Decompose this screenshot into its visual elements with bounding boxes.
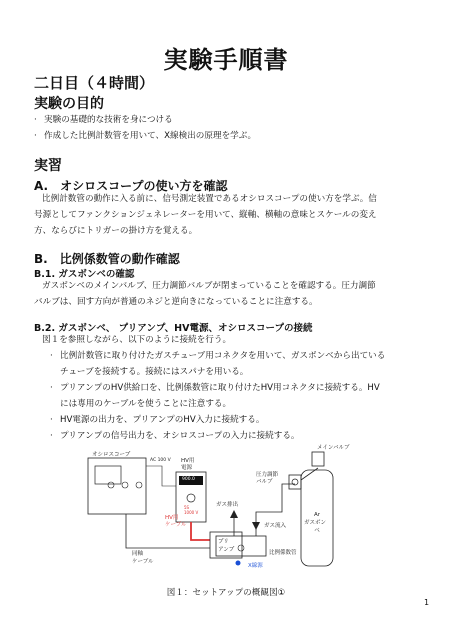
page-number: 1 xyxy=(424,598,430,607)
section-a-line: 比例計数管の動作に入る前に、信号測定装置であるオシロスコープの使い方を学ぶ。信 xyxy=(42,194,377,204)
counter-label: 比例係数管 xyxy=(269,550,297,556)
gas-out-arrow xyxy=(230,510,238,518)
pressure-valve-label: 圧力調節 バルブ xyxy=(256,472,279,485)
gas-in-arrow xyxy=(252,522,260,530)
section-b1-line: ガスボンベのメインバルブ、圧力調節バルブが閉まっていることを確認する。圧力調節 xyxy=(42,281,376,291)
cylinder-label: Ar ガスボンベ xyxy=(303,512,326,534)
oscilloscope-box xyxy=(88,458,146,514)
section-a-heading: A. オシロスコープの使い方を確認 xyxy=(34,179,228,193)
counter-window xyxy=(238,545,244,551)
section-a-line: 方、ならびにトリガーの掛け方を覚える。 xyxy=(34,226,198,236)
figure-caption: 図１：セットアップの概観図① xyxy=(166,588,286,598)
section-b2-bullet: · 比例計数管に取り付けたガスチューブ用コネクタを用いて、ガスボンベから出ている xyxy=(50,351,386,361)
section-a-line: 号源としてファンクションジェネレーターを用いて、縦軸、横軸の意味とスケールの変え xyxy=(34,210,377,220)
practice-heading: 実習 xyxy=(34,158,62,174)
gas-in-label: ガス流入 xyxy=(264,523,287,529)
purpose-bullet: · 実験の基礎的な技術を身につける xyxy=(34,115,173,125)
hv-knob xyxy=(187,494,195,502)
gas-out-label: ガス排出 xyxy=(216,502,239,508)
pressure-valve xyxy=(289,475,301,489)
section-b1-heading: B.1. ガスボンベの確認 xyxy=(34,269,135,280)
main-valve-label: メインバルブ xyxy=(317,445,350,451)
oscilloscope-screen xyxy=(95,466,121,484)
hv-display-text: 900.0 xyxy=(182,477,195,482)
section-b1-line: バルブは、回す方向が普通のネジと逆向きになっていることに注意する。 xyxy=(34,297,318,307)
ac-label: AC 100 V xyxy=(150,458,171,463)
hv-cable-label: HV用 ケーブル xyxy=(165,515,187,528)
oscilloscope-label: オシロスコープ xyxy=(92,452,131,458)
oscilloscope-knob xyxy=(122,482,128,488)
xray-label: X線源 xyxy=(248,563,263,569)
preamp-label: プリ アンプ xyxy=(218,539,235,553)
oscilloscope-knob xyxy=(108,482,114,488)
oscilloscope-knob xyxy=(136,482,142,488)
section-b2-bullet-cont: には専用のケーブルを使うことに注意する。 xyxy=(60,399,232,409)
coax-label: 同軸 ケーブル xyxy=(132,551,154,565)
hv-cable-line xyxy=(191,522,210,540)
page-title: 実験手順書 xyxy=(163,46,289,74)
hv-supply-label: HV用 電源 xyxy=(181,458,195,471)
main-valve-body xyxy=(312,452,324,466)
section-b-heading: B. 比例係数管の動作確認 xyxy=(34,252,180,266)
section-b2-intro: 図１を参照しながら、以下のように接続を行う。 xyxy=(42,335,232,345)
section-b2-bullet-cont: チューブを接続する。接続にはスパナを用いる。 xyxy=(60,367,249,377)
section-b2-bullet: · HV電源の出力を、プリアンプのHV入力に接続する。 xyxy=(50,415,265,425)
section-b2-heading: B.2. ガスボンベ、 プリアンプ、HV電源、オシロスコープの接続 xyxy=(34,323,313,334)
day-heading: 二日目（４時間） xyxy=(34,74,155,92)
purpose-bullet: · 作成した比例計数管を用いて、X線検出の原理を学ぶ。 xyxy=(34,131,257,141)
section-b2-bullet: · プリアンプの信号出力を、オシロスコープの入力に接続する。 xyxy=(50,431,300,441)
hv-out-label: 5S 1000 V xyxy=(184,505,199,515)
purpose-heading: 実験の目的 xyxy=(34,96,104,112)
xray-source xyxy=(236,561,241,566)
ac-line xyxy=(146,466,176,486)
section-b2-bullet: · プリアンプのHV供給口を、比例係数管に取り付けたHV用コネクタに接続する。HV xyxy=(50,383,380,393)
